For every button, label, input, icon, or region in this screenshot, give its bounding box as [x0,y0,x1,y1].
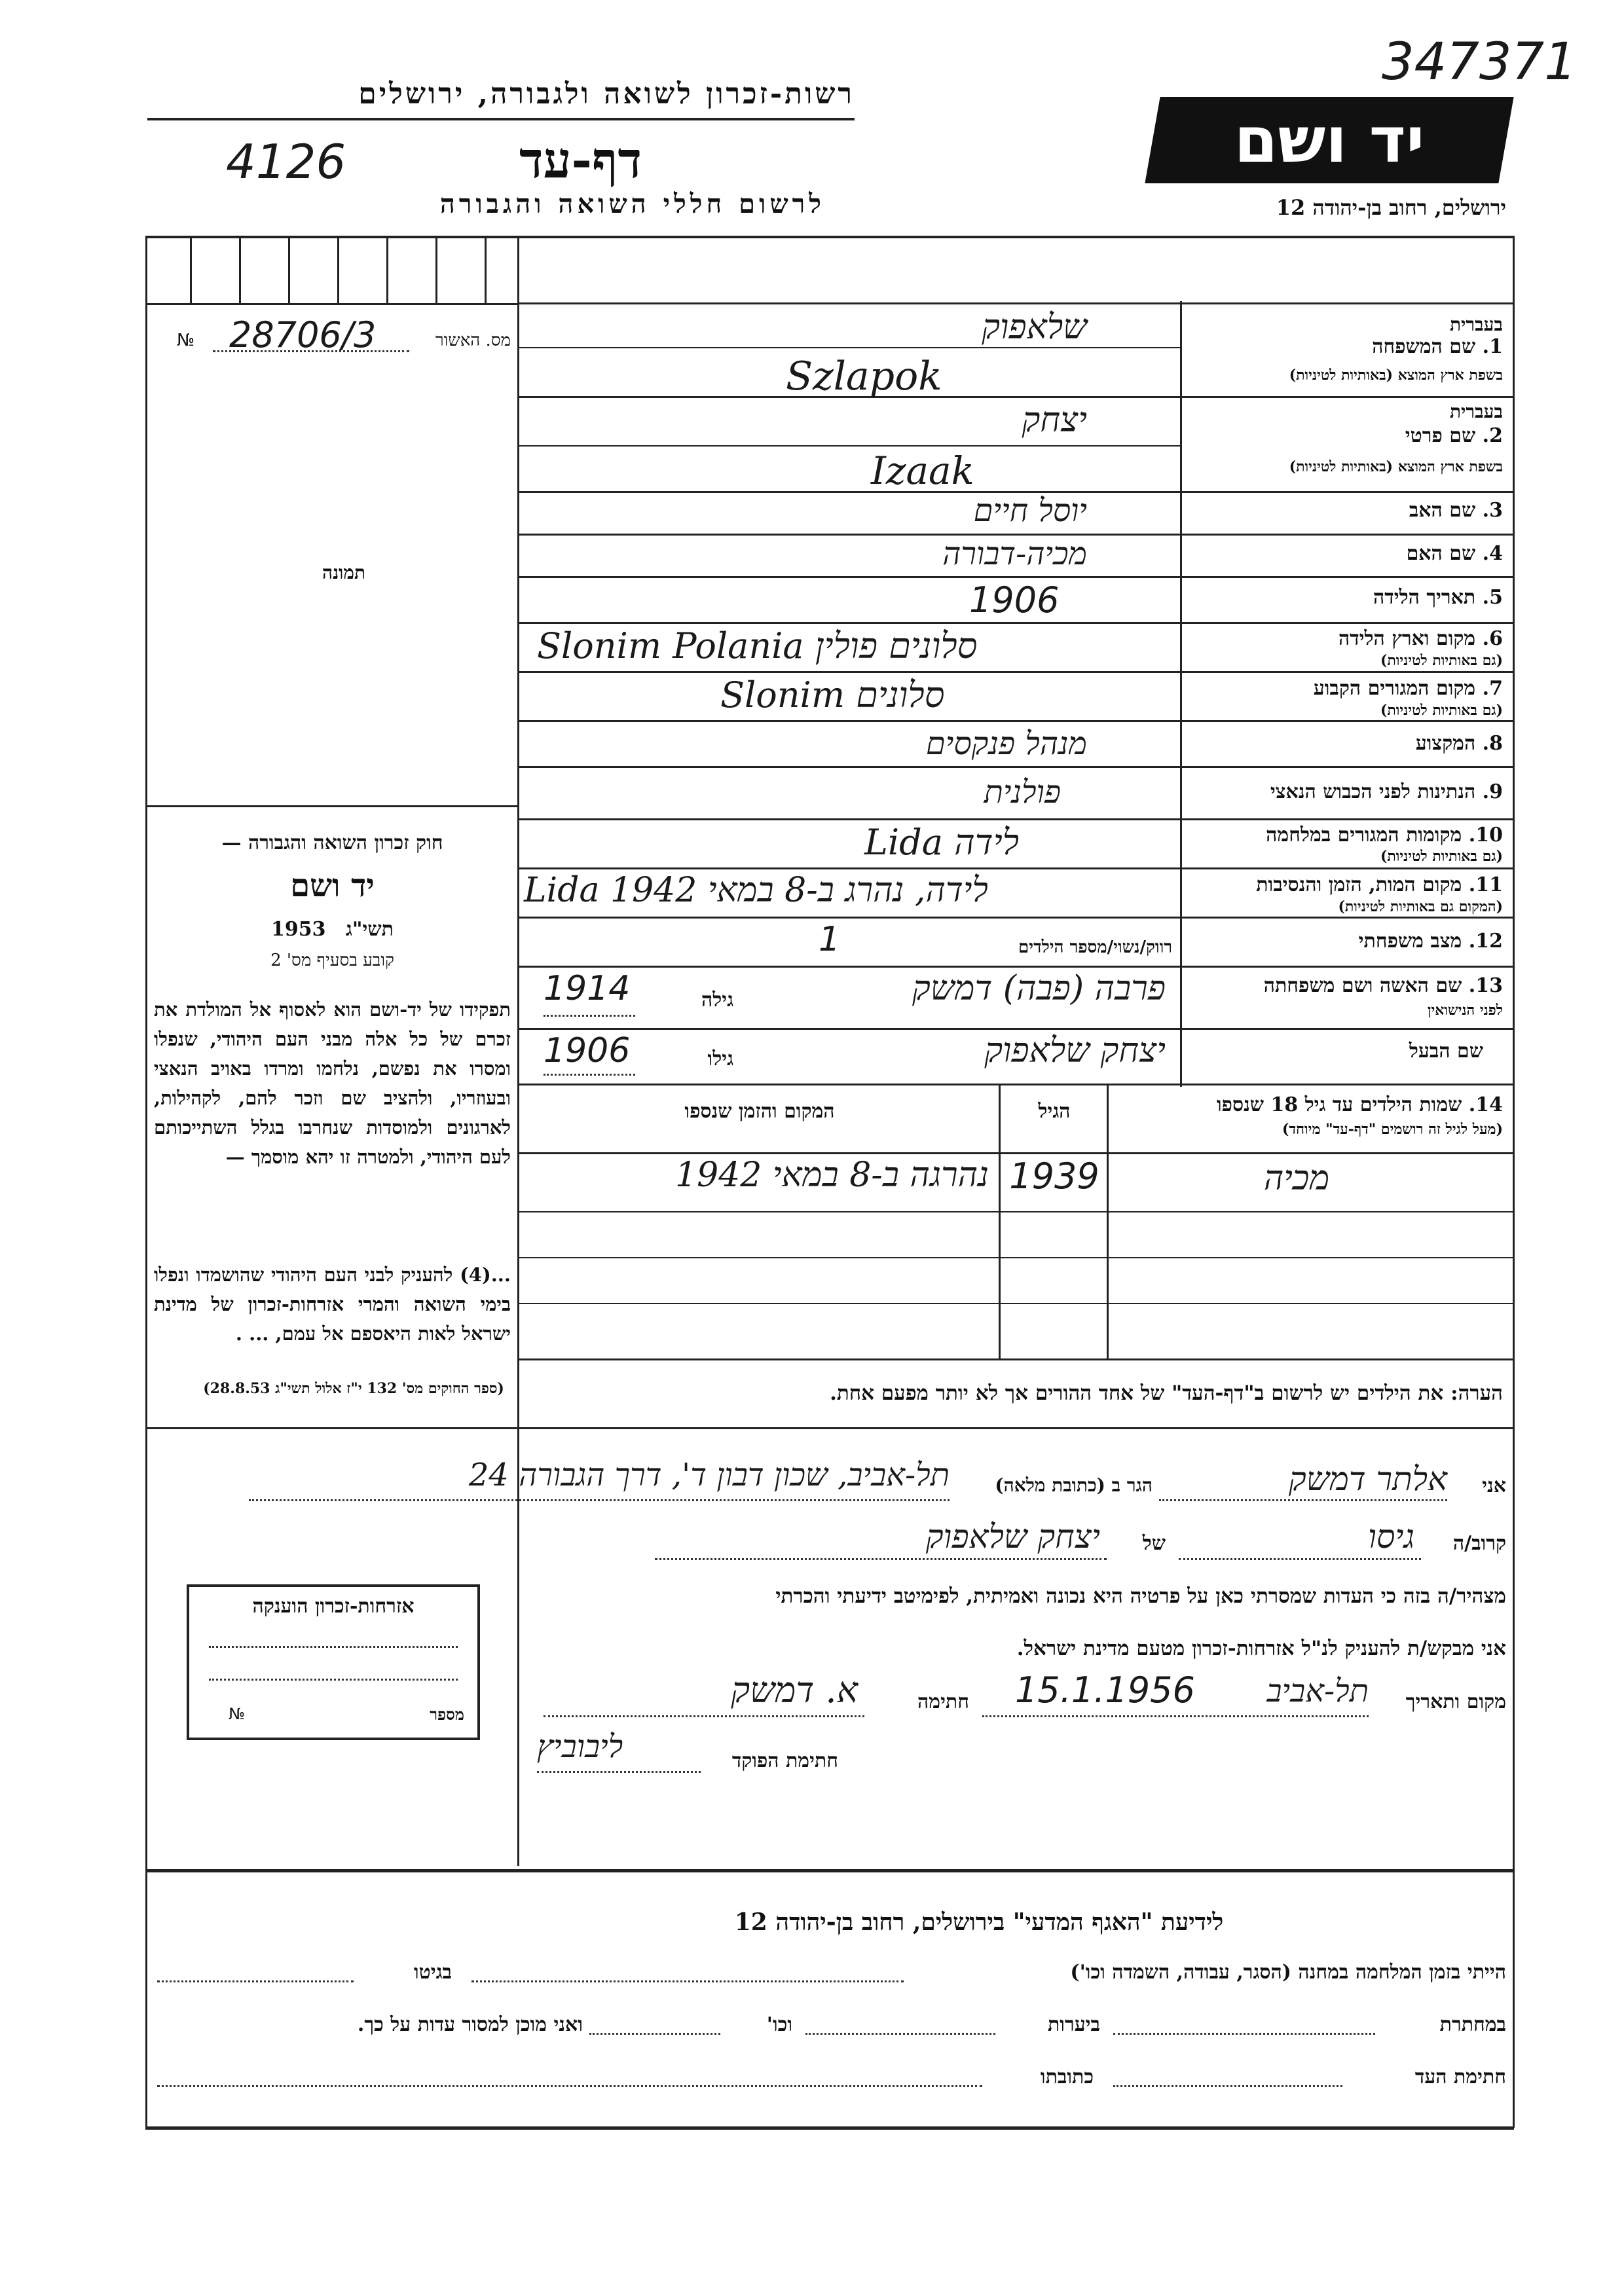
law-source: (ספר החוקים מס' 132 י"ז אלול תשי"ג 28.8.53) [203,1380,504,1397]
field-7-sub: (גם באותיות לטיניות) [1380,702,1503,719]
logo-text: יד ושם [1234,103,1425,177]
field-8-num: 8. [1482,732,1503,755]
field-1-lang: בעברית [1449,314,1503,335]
children-note: הערה: את הילדים יש לרשום ב"דף-העד" של אחד ההורים אך לא יותר מפעם אחת. [830,1381,1503,1405]
field-9-num: 9. [1482,780,1503,803]
footer-ghetto-label: בגיטו [413,1961,452,1984]
field-7-num: 7. [1482,677,1503,700]
field-3-num: 3. [1482,499,1503,522]
field-13-name: שם האשה ושם משפחתה [1263,974,1462,997]
children-label: 14. שמות הילדים עד גיל 18 שנספו [1216,1093,1503,1116]
citizenship-box [187,1584,480,1740]
field-11-label [1189,873,1503,896]
footer-underground-label: במחתרת [1439,2013,1506,2036]
husband-age[interactable]: 1906 [544,1031,631,1070]
field-12-name: מצב משפחתי [1358,930,1462,953]
husband-label: שם הבעל [1409,1040,1483,1063]
wife-age[interactable]: 1914 [544,969,631,1008]
form-title: דף-עד [519,131,642,189]
law-clause: קובע בסעיף מס' 2 [270,951,394,970]
field-6-num: 6. [1482,627,1503,650]
field-2-lang: בעברית [1449,401,1503,422]
law-text-2: ...(4) להעניק לבני העם היהודי שהושמדו ונפלו בימי השואה והמרי אזרחות-זכרון של מדינת ישראל לאות היאספם אל עמם, ... . [154,1264,511,1345]
children-col-age: הגיל [1038,1100,1071,1123]
law-text: תפקידו של יד-ושם הוא לאסוף אל המולדת את זכרם של כל אלה מבני העם היהודי, שנפלו ומסרו את נפשם, נלחמו ומרדו באויב הנאצי ובעוזריו, ולהציב שם וזכר להם, לקהילות, לארגונים ולמוסדות שנחרבו בגלל השתייכותם לעם היהודי, ולמטרה זו יהא מוסמך — [154,998,511,1168]
citizenship-number-symbol: № [229,1705,245,1723]
approval-no-symbol: № [177,331,195,350]
field-6-label [1189,627,1503,650]
declarant-name[interactable]: אלתר דמשק [1289,1460,1447,1498]
citizenship-number-label: מספר [430,1705,464,1724]
place-date-label: מקום ותאריך [1405,1690,1506,1713]
signature-label: חתימה [917,1690,969,1713]
officer-signature-label: חתימת הפוקד [731,1749,838,1772]
footer-address-label: כתובתו [1040,2066,1094,2088]
footer-testimony-label: ואני מוכן למסור עדות על כך. [357,2013,583,2036]
declarant-i-label: אני [1482,1474,1506,1497]
field-5-label [1189,586,1503,609]
wartime-residence[interactable]: Lida לידה [864,822,1019,863]
field-9-name: הנתינות לפני הכבוש הנאצי [1270,780,1476,803]
approval-label: מס. האשור [435,331,511,350]
mother-name[interactable]: מכיה-דבורה [942,536,1087,572]
footer-etc-label: וכו' [766,2013,792,2036]
field-6-sub: (גם באותיות לטיניות) [1380,652,1503,669]
field-2-title [1189,424,1503,447]
field-12-label [1189,930,1503,953]
footer-title: לידיעת "האגף המדעי" בירושלים, רחוב בן-יהודה 12 [734,1908,1224,1936]
field-12-inline: רווק/נשוי/מספר הילדים [1018,938,1172,957]
birth-date[interactable]: 1906 [969,579,1060,621]
declare-text: מצהיר/ה בזה כי העדות שמסרתי כאן על פרטיה היא נכונה ואמיתית, לפימיטב ידיעתי והכרתי [775,1584,1506,1608]
firstname-latin[interactable]: Izaak [871,448,974,493]
wife-age-label: גילה [701,989,733,1011]
field-13-label [1189,974,1503,997]
field-3-label [1189,499,1503,522]
field-11-num: 11. [1468,873,1503,896]
relative-label: קרוב/ה [1452,1532,1506,1555]
field-3-name: שם האב [1409,499,1476,522]
form-number: 4126 [226,134,346,189]
field-2-name: שם פרטי [1405,424,1476,447]
place-value[interactable]: תל-אביב [1266,1673,1369,1709]
field-1-sub: בשפת ארץ המוצא (באותיות לטיניות) [1289,367,1503,384]
law-year-heb [154,918,511,941]
footer-witness-signature-label: חתימת העד [1414,2066,1506,2088]
citizenship-box-title: אזרחות-זכרון הוענקה [252,1595,415,1618]
field-4-num: 4. [1482,542,1503,565]
husband-name[interactable]: יצחק שלאפוק [984,1031,1166,1070]
relative-of-name[interactable]: יצחק שלאפוק [925,1518,1100,1556]
field-8-name: המקצוע [1415,732,1476,755]
form-subtitle: לרשום חללי השואה והגבורה [439,189,825,219]
field-7-name: מקום המגורים הקבוע [1313,677,1476,700]
children-col-place: המקום והזמן שנספו [684,1100,835,1123]
field-11-sub: (המקום גם באותיות לטיניות) [1338,898,1503,915]
footer-forests-label: ביערות [1047,2013,1100,2036]
children-sub: (מעל לגיל זה רושמים "דף-עד" מיוחד) [1282,1121,1503,1138]
field-13-num: 13. [1468,974,1503,997]
field-2-num: 2. [1482,424,1503,447]
child-1-place[interactable]: נהרגה ב-8 במאי 1942 [675,1156,989,1195]
child-1-age[interactable]: 1939 [1009,1156,1099,1197]
field-10-label [1189,824,1503,847]
declarant-signature[interactable]: א. דמשק [731,1669,858,1711]
field-13-sub: לפני הנישואין [1427,1002,1503,1019]
date-value[interactable]: 15.1.1956 [1015,1669,1195,1711]
field-10-num: 10. [1468,824,1503,847]
field-1-name: שם המשפחה [1372,335,1476,358]
law-title: חוק זכרון השואה והגבורה — [221,831,443,854]
surname-latin[interactable]: Szlapok [786,354,942,399]
birth-place[interactable]: Slonim Polania סלונים פולין [537,625,978,666]
yad-vashem-logo [1145,97,1513,183]
relation[interactable]: גיסו [1368,1518,1414,1556]
husband-age-label: גילו [707,1048,733,1070]
field-1-label [1189,313,1503,336]
footer-camp-label: הייתי בזמן המלחמה במחנה (הסגר, עבודה, השמדה וכו') [1070,1961,1506,1984]
child-1-name[interactable]: מכיה [1263,1159,1330,1198]
field-5-name: תאריך הלידה [1373,586,1476,609]
law-year: 1953 [271,918,326,941]
declarant-address[interactable]: תל-אביב, שכון דבון ד', דרך הגבורה 24 [468,1457,950,1493]
approval-number: 28706/3 [229,314,377,355]
firstname-hebrew[interactable]: יצחק [1022,401,1087,440]
field-1-num: 1. [1482,335,1503,358]
field-10-name: מקומות המגורים במלחמה [1266,824,1462,847]
wife-name[interactable]: פרבה (פבה) דמשק [912,969,1166,1008]
residence[interactable]: Slonim סלונים [720,674,945,716]
profession[interactable]: מנהל פנקסים [925,725,1087,762]
declarant-address-label: הגר ב (כתובת מלאה) [995,1474,1153,1496]
law-name: יד ושם [290,867,375,904]
law-year-hebrew: תשי"ג [346,918,394,941]
surname-hebrew[interactable]: שלאפוק [982,308,1087,347]
field-7-label [1189,677,1503,700]
officer-signature[interactable]: ליבוביץ [537,1728,623,1765]
archive-number: 347371 [1382,33,1577,92]
field-5-num: 5. [1482,586,1503,609]
field-9-label [1189,780,1503,803]
of-label: של [1142,1532,1166,1555]
field-12-num: 12. [1468,930,1503,953]
field-6-name: מקום וארץ הלידה [1338,627,1476,650]
photo-label: תמונה [322,562,366,583]
request-text: אני מבקש/ת להעניק לנ"ל אזרחות-זכרון מטעם מדינת ישראל. [1016,1637,1506,1660]
nationality[interactable]: פולנית [984,774,1061,811]
field-11-name: מקום המות, הזמן והנסיבות [1256,873,1462,896]
field-2-sub: בשפת ארץ המוצא (באותיות לטיניות) [1289,458,1503,475]
authority-name: רשות-זכרון לשואה ולגבורה, ירושלים [358,77,855,111]
children-count[interactable]: 1 [819,920,841,959]
father-name[interactable]: יוסל חיים [973,492,1087,529]
header-address: ירושלים, רחוב בן-יהודה 12 [1276,195,1506,220]
field-8-label [1189,732,1503,755]
field-10-sub: (גם באותיות לטיניות) [1380,848,1503,865]
field-4-label [1189,542,1503,565]
field-1-title [1189,335,1503,358]
field-4-name: שם האם [1406,542,1476,565]
death-place-time[interactable]: Lida 1942 לידה, נהרג ב-8 במאי [524,871,988,910]
